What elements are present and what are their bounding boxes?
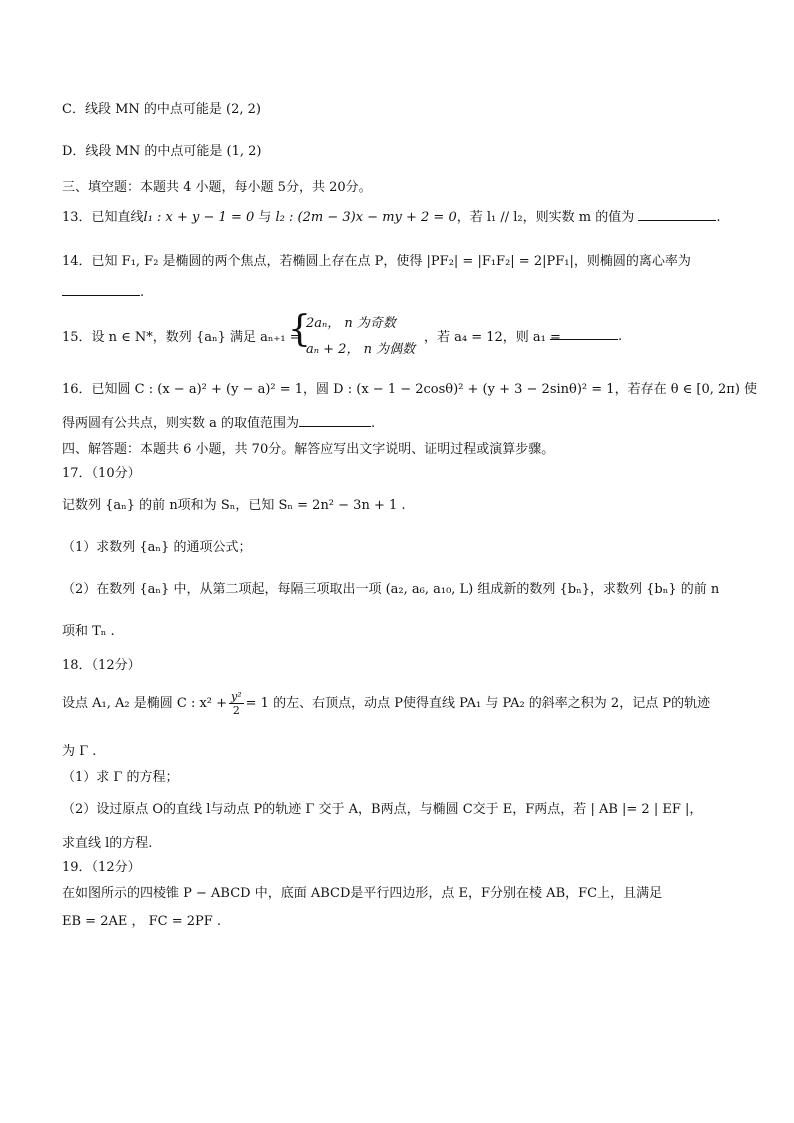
q16-answer-blank[interactable] [299,413,371,427]
q18-stem [62,690,710,717]
section-3-heading: 三、填空题：本题共 4 小题，每小题 5分，共 20分。 [62,180,372,195]
question-14: 14．已知 F₁, F₂ 是椭圆的两个焦点，若椭圆上存在点 P，使得 |PF₂| = |F₁F₂| = 2|PF₁|，则椭圆的离心率为 [62,254,691,269]
q19-stem: 在如图所示的四棱锥 P − ABCD 中，底面 ABCD是平行四边形，点 E，F分别在棱 AB，FC上，且满足 [62,886,663,901]
q19-number: 19．（12分） [62,860,141,875]
question-16-line1: 16．已知圆 C : (x − a)² + (y − a)² = 1，圆 D : (x − 1 − 2cosθ)² + (y + 3 − 2sinθ)² = 1，若存在 θ ∈ [0, 2π) 使 [62,382,758,397]
q18-part1: （1）求 Γ 的方程； [62,770,179,785]
q18-fraction [229,690,244,717]
q18-frac-num: y² [231,690,242,703]
q15-pre: 15．设 n ∈ N*，数列 {aₙ} 满足 aₙ₊₁ = [62,330,301,345]
q17-stem: 记数列 {aₙ} 的前 n项和为 Sₙ，已知 Sₙ = 2n² − 3n + 1 . [62,498,406,513]
q18-stem-post: = 1 的左、右顶点，动点 P使得直线 PA₁ 与 PA₂ 的斜率之积为 2，记点 P的轨迹 [245,696,711,711]
q13-l2: l₂ : (2m − 3)x − my + 2 = 0 [275,210,457,225]
q14-answer-line [62,282,144,300]
q18-number: 18．（12分） [62,658,141,673]
q14-answer-blank[interactable] [62,282,140,296]
q13-pre: 13．已知直线 [62,210,144,225]
q17-part2: （2）在数列 {aₙ} 中，从第二项起，每隔三项取出一项 (a₂, a₆, a₁₀, L) 组成新的数列 {bₙ}，求数列 {bₙ} 的前 n [62,582,720,597]
q15-answer-blank[interactable] [550,326,618,340]
q15-case-odd: 2aₙ， n 为奇数 [306,316,396,331]
q17-part2-cont: 项和 Tₙ . [62,624,115,639]
q18-part2-cont: 求直线 l的方程. [62,836,153,851]
q18-frac-den: 2 [232,704,240,717]
option-d: D．线段 MN 的中点可能是 (1, 2) [62,144,262,159]
q18-part2: （2）设过原点 O的直线 l与动点 P的轨迹 Γ 交于 A，B两点，与椭圆 C交于 E，F两点，若 | AB |= 2 | EF |， [62,802,703,817]
q13-post: ，若 l₁ // l₂，则实数 m 的值为 [456,210,635,225]
q13-mid: 与 [254,210,276,225]
q14-end: . [140,285,145,300]
q17-part1: （1）求数列 {aₙ} 的通项公式； [62,540,252,555]
option-c: C．线段 MN 的中点可能是 (2, 2) [62,102,261,117]
q16-end: . [371,416,376,431]
q19-stem-cont: EB = 2AE ， FC = 2PF . [62,914,222,929]
q15-case-even: aₙ + 2， n 为偶数 [306,342,416,357]
question-16-line2 [62,412,375,431]
q16-line2-text: 得两圆有公共点，则实数 a 的取值范围为 [62,416,300,431]
q13-end: . [716,210,721,225]
question-15 [62,310,742,356]
q15-post: ，若 a₄ = 12，则 a₁ = [424,330,561,345]
q15-end: . [618,329,623,344]
q15-blank-wrap [550,326,622,344]
section-4-heading: 四、解答题：本题共 6 小题，共 70分。解答应写出文字说明、证明过程或演算步骤。 [62,442,555,457]
q13-answer-blank[interactable] [638,207,716,221]
q17-number: 17．（10分） [62,466,141,481]
q15-brace: { [288,309,311,350]
q18-stem-pre: 设点 A₁, A₂ 是椭圆 C : x² + [62,696,228,711]
q18-stem-cont: 为 Γ . [62,744,97,759]
question-13 [62,206,721,225]
q13-l1: l₁ : x + y − 1 = 0 [143,210,255,225]
